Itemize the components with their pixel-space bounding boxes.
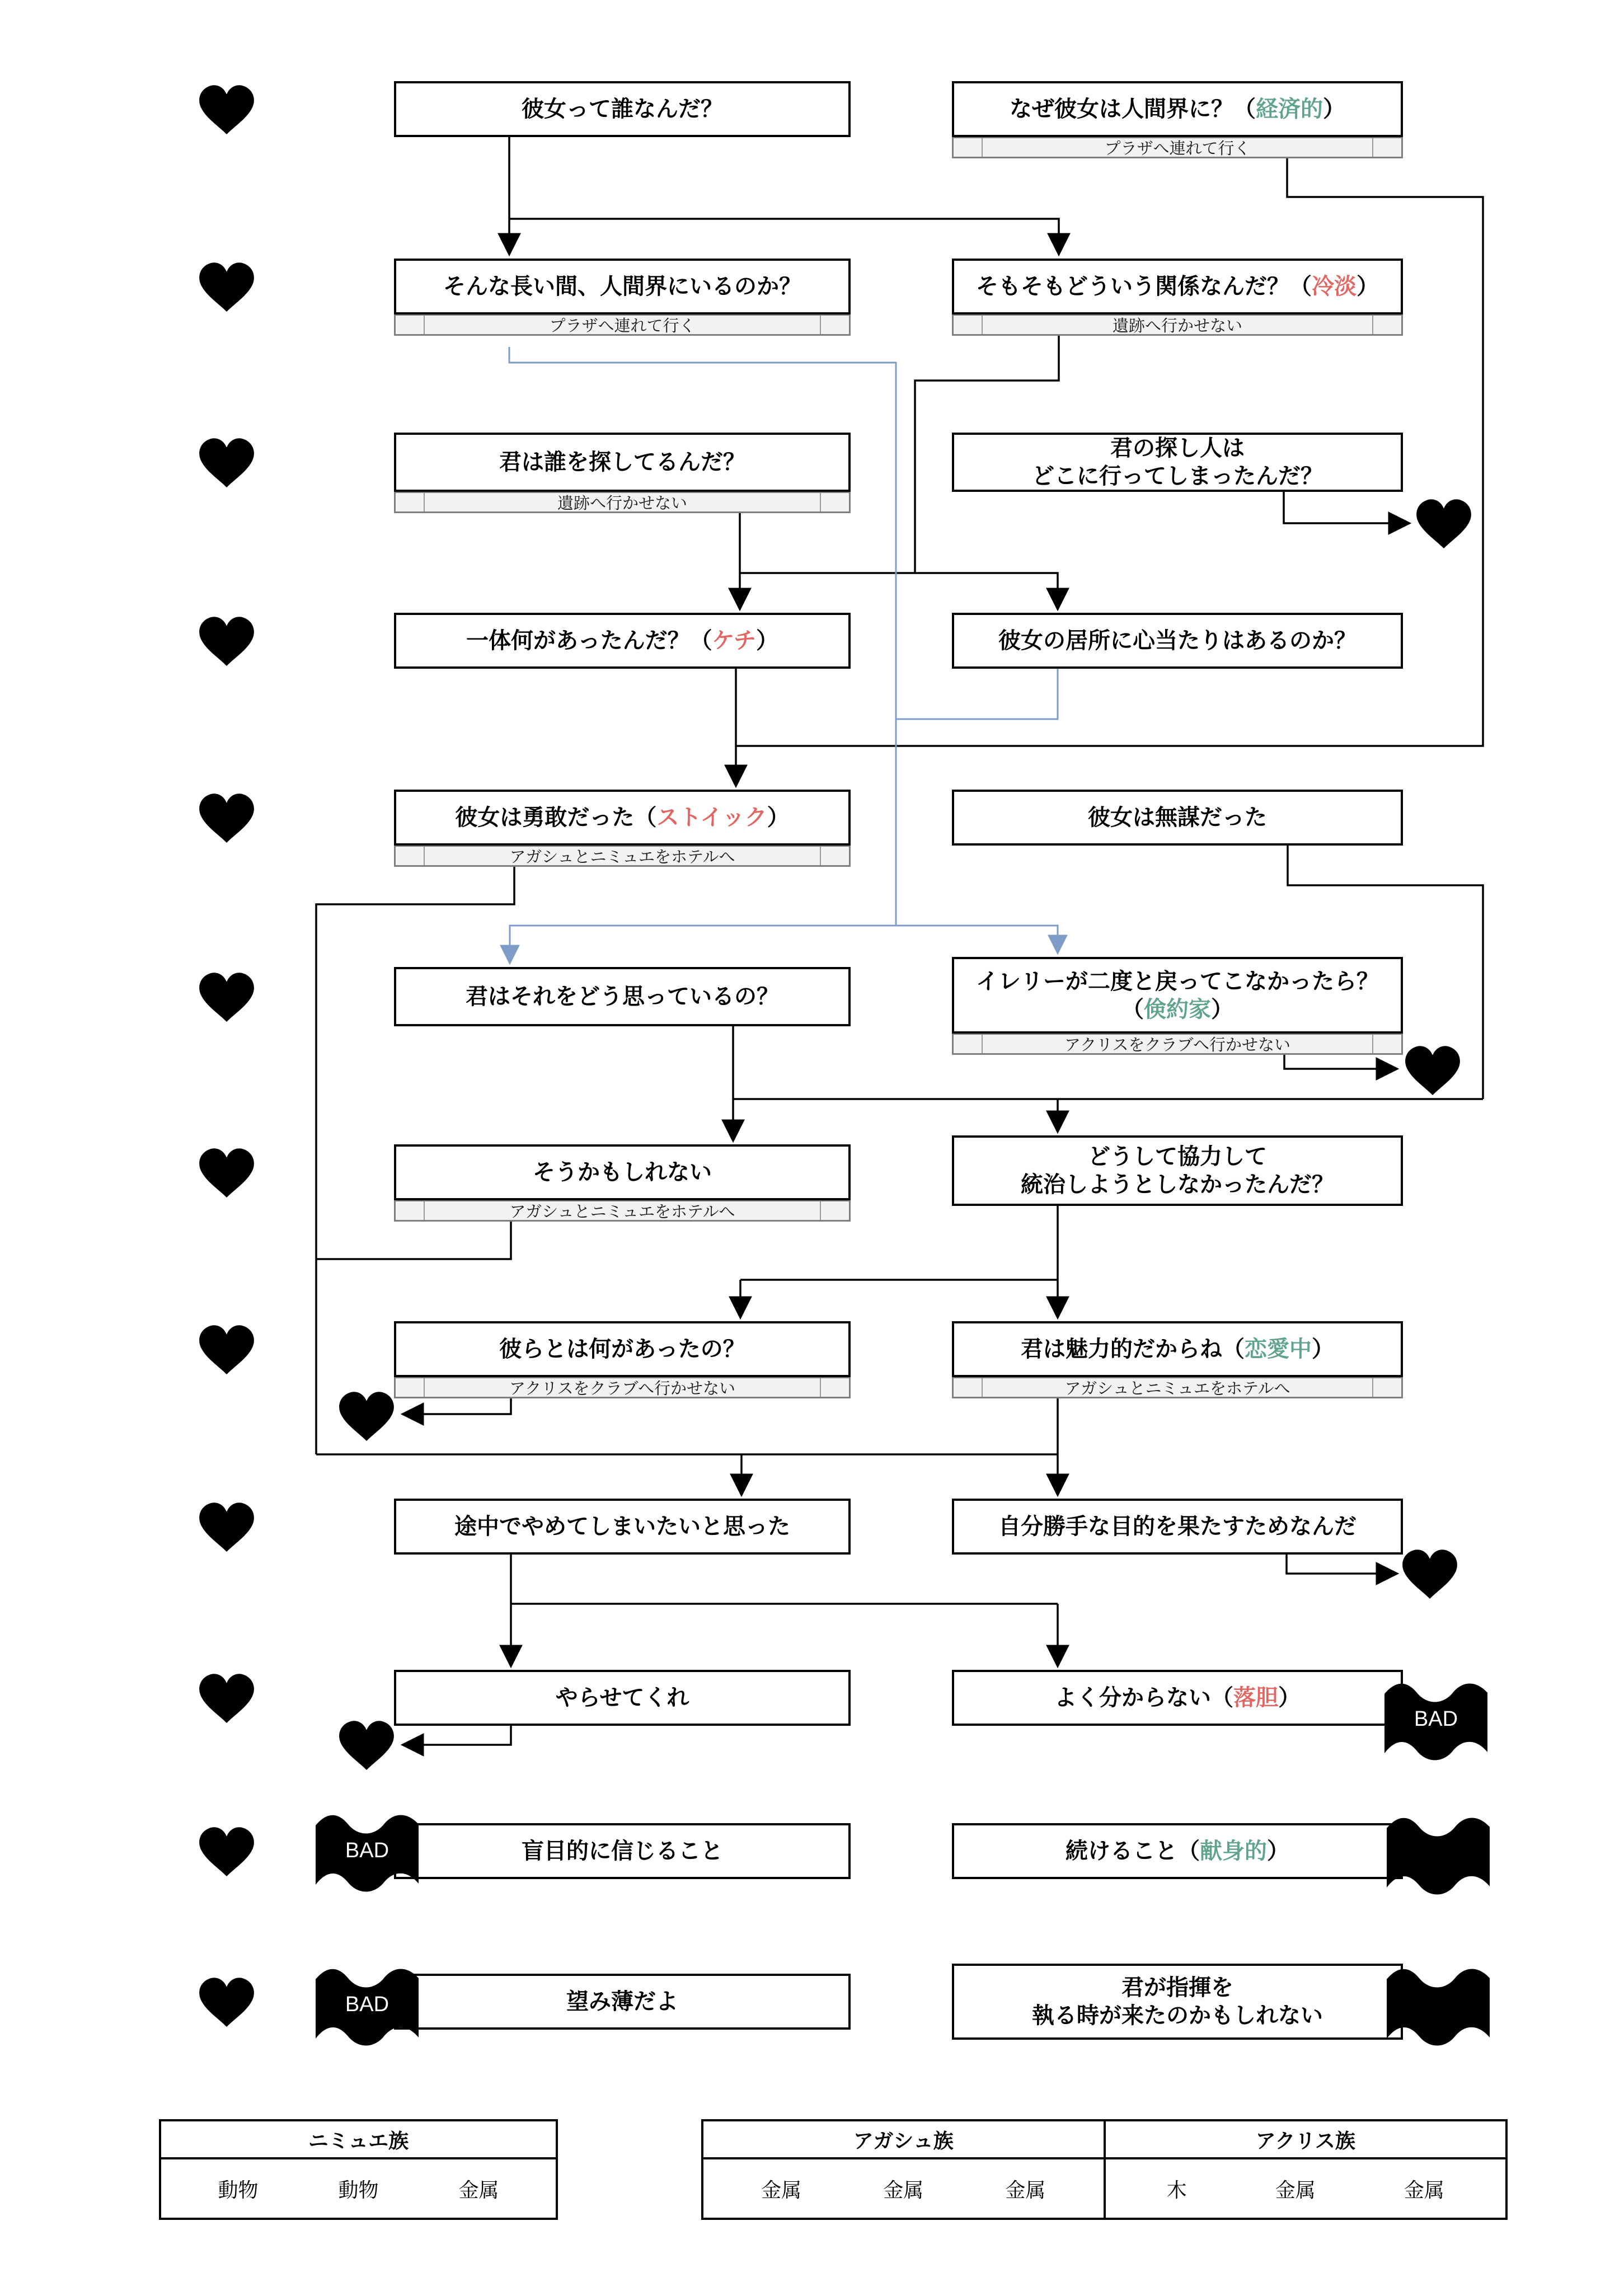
dialog-node-red3-left [394,1823,851,1879]
gift-cell: 木 [1166,2178,1187,2201]
affection-heart-pink-III: III [196,970,257,1023]
dialog-box: どうして協力して 統治しようとしなかったんだ？ [952,1135,1403,1206]
jump-heart-red-IV: IV [336,1718,397,1772]
dialog-node-pink2-right [952,790,1403,846]
ending-ribbon-bad-1: BAD [1380,1676,1492,1771]
table-section-agash [703,2121,1104,2218]
table-row [161,2159,556,2218]
dialog-box: 彼女は勇敢だった（ストイック） [394,790,851,846]
jump-heart-red-III-c: III [1399,1547,1461,1600]
dialog-node-pink4-left [394,1144,851,1222]
affection-heart-white-I: I [196,82,257,136]
dialog-box: 彼らとは何があったの？ [394,1321,851,1377]
dialog-node-pink3-left [394,967,851,1026]
table-header: アクリス族 [1106,2121,1506,2159]
dialog-node-pink5-left [394,1321,851,1398]
dialog-node-red3-right [952,1823,1403,1879]
table-header: ニミュエ族 [161,2121,556,2159]
dialog-box: 君は魅力的だからね（恋愛中） [952,1321,1403,1377]
affection-heart-pink-I: I [196,614,257,668]
dialog-box: 彼女は無謀だった [952,790,1403,846]
table-row [703,2159,1104,2218]
dialog-node-red1-left [394,1499,851,1555]
dialog-box: そもそもどういう関係なんだ？（冷淡） [952,259,1403,314]
dialog-node-red2-left [394,1670,851,1726]
ending-ribbon-bad-3: BAD [311,1961,423,2056]
condition-bar: 遺跡へ行かせない [952,314,1403,336]
dialog-node-white2-left [394,259,851,336]
dialog-box: やらせてくれ [394,1670,851,1726]
dialog-box: そんな長い間、人間界にいるのか？ [394,259,851,314]
gift-cell: 動物 [218,2178,259,2201]
affection-heart-pink-II: II [196,791,257,844]
condition-bar: アガシュとニミュエをホテルへ [394,1200,851,1222]
dialog-box: 一体何があったんだ？（ケチ） [394,613,851,669]
affection-heart-red-IV: IV [196,1975,257,2029]
condition-bar: プラザへ連れて行く [394,314,851,336]
dialog-node-white3-right [952,433,1403,492]
dialog-box: 君は誰を探してるんだ？ [394,433,851,492]
dialog-node-red1-right [952,1499,1403,1555]
dialog-box: 続けること（献身的） [952,1823,1403,1879]
dialog-node-white1-left [394,81,851,137]
gift-cell: 金属 [883,2178,924,2201]
dialog-node-red4-left [394,1974,851,2030]
dialog-node-pink1-right [952,613,1403,669]
condition-bar: アクリスをクラブへ行かせない [394,1377,851,1398]
ending-ribbon-merry-2: Merry [1382,1961,1494,2056]
condition-bar: 遺跡へ行かせない [394,492,851,513]
dialog-node-red4-right [952,1964,1403,2040]
table-section-acris [1104,2121,1506,2218]
dialog-box: 君はそれをどう思っているの？ [394,967,851,1026]
dialog-node-red2-right [952,1670,1403,1726]
ending-ribbon-merry-1: Merry [1382,1810,1494,1905]
dialog-box: 盲目的に信じること [394,1823,851,1879]
tribe-gift-table-nimue [159,2119,558,2220]
gift-cell: 動物 [338,2178,379,2201]
dialog-box: イレリーが二度と戻ってこなかったら？ （倹約家） [952,957,1403,1034]
dialog-node-white2-right [952,259,1403,336]
dialog-box: 彼女って誰なんだ？ [394,81,851,137]
condition-bar: アガシュとニミュエをホテルへ [952,1377,1403,1398]
dialog-node-pink5-right [952,1321,1403,1398]
jump-heart-red-III-a: III [1402,1043,1463,1097]
dialog-box: 君が指揮を 執る時が来たのかもしれない [952,1964,1403,2040]
affection-heart-white-II: II [196,260,257,313]
gift-cell: 金属 [1404,2178,1444,2201]
tribe-gift-table-agash-acris [701,2119,1508,2220]
affection-heart-red-II: II [196,1671,257,1725]
dialog-box: 自分勝手な目的を果たすためなんだ [952,1499,1403,1555]
dialog-box: なぜ彼女は人間界に？（経済的） [952,81,1403,137]
dialog-node-white1-right [952,81,1403,158]
ending-ribbon-bad-2: BAD [311,1807,423,1903]
dialog-node-pink4-right [952,1135,1403,1206]
table-row [1106,2159,1506,2218]
dialog-box: そうかもしれない [394,1144,851,1200]
affection-heart-red-I: I [196,1500,257,1553]
dialog-node-white3-left [394,433,851,513]
dialog-node-pink2-left [394,790,851,867]
gift-cell: 金属 [458,2178,499,2201]
affection-heart-pink-V: V [196,1322,257,1376]
gift-cell: 金属 [1275,2178,1316,2201]
dialog-box: 彼女の居所に心当たりはあるのか？ [952,613,1403,669]
table-header: アガシュ族 [703,2121,1104,2159]
gift-cell: 金属 [1005,2178,1046,2201]
affection-heart-pink-IV: IV [196,1145,257,1199]
affection-heart-white-III: III [196,435,257,489]
condition-bar: アガシュとニミュエをホテルへ [394,846,851,867]
dialog-box: よく分からない（落胆） [952,1670,1403,1726]
dialog-box: 望み薄だよ [394,1974,851,2030]
condition-bar: プラザへ連れて行く [952,137,1403,158]
dialog-box: 君の探し人は どこに行ってしまったんだ？ [952,433,1403,492]
jump-heart-red-III-b: III [336,1389,397,1443]
dialog-node-pink1-left [394,613,851,669]
jump-heart-white-II: II [1413,496,1475,550]
condition-bar: アクリスをクラブへ行かせない [952,1034,1403,1055]
affection-heart-red-III: III [196,1824,257,1878]
gift-cell: 金属 [761,2178,802,2201]
dialog-node-pink3-right [952,957,1403,1055]
dialog-box: 途中でやめてしまいたいと思った [394,1499,851,1555]
